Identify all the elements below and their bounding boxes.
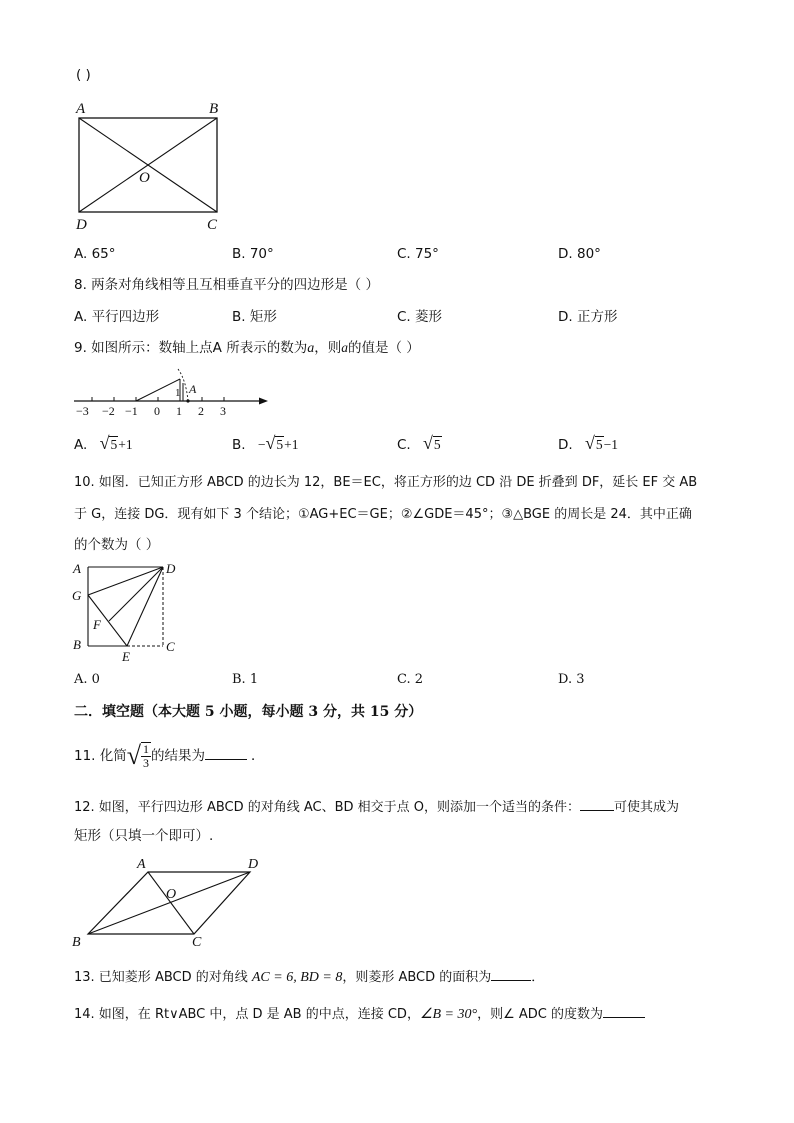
fraction-denominator: 3	[143, 756, 150, 770]
label-A: A	[73, 561, 81, 576]
q14-angle: ∠B = 30°	[419, 1007, 478, 1022]
q13-pre: 13. 已知菱形 ABCD 的对角线	[74, 970, 252, 985]
q9-option-c[interactable]: C. √5	[397, 433, 441, 453]
tick-label: 1	[176, 404, 182, 418]
label-A: A	[189, 382, 197, 396]
q14-mid: ，则∠ ADC 的度数为	[477, 1007, 604, 1022]
label-D: D	[166, 561, 176, 576]
q10-option-d[interactable]: D. 3	[558, 672, 585, 687]
q13-condition: AC = 6, BD = 8	[251, 970, 343, 985]
label-B: B	[72, 935, 81, 950]
option-prefix: −	[257, 437, 266, 452]
q9-var-2: a	[341, 340, 348, 355]
q9-option-d[interactable]: D. √5−1	[558, 433, 618, 453]
q9-stem-c: 的值是（ ）	[347, 340, 420, 356]
q14-pre: 14. 如图，在 Rt∨ABC 中，点 D 是 AB 的中点，连接 CD，	[74, 1007, 420, 1022]
q9-stem-a: 9. 如图所示：数轴上点A 所表示的数为	[74, 340, 308, 356]
label-D: D	[76, 217, 87, 233]
q12-line1b: 可使其成为	[614, 800, 680, 815]
tick-label: 1	[175, 387, 181, 399]
label-B: B	[73, 637, 81, 652]
answer-blank[interactable]	[580, 796, 614, 811]
q13-tail: ．	[531, 970, 545, 985]
q9-var-1: a	[307, 341, 315, 356]
option-tail: −1	[603, 437, 618, 452]
q9-option-a[interactable]: A. √5+1	[74, 433, 133, 453]
q11-post: 的结果为	[151, 748, 206, 764]
label-B: B	[209, 101, 219, 117]
q7-option-c[interactable]: C. 75°	[397, 246, 439, 262]
radicand: 5	[110, 437, 118, 452]
option-label: C.	[397, 437, 411, 453]
answer-blank[interactable]	[491, 966, 531, 981]
label-D: D	[248, 857, 259, 872]
q8-option-d[interactable]: D. 正方形	[558, 309, 618, 325]
option-tail: +1	[118, 437, 133, 452]
radicand: 5	[433, 437, 441, 452]
q12-line1	[74, 796, 679, 817]
tick-label: 2	[198, 404, 204, 418]
q13-stem	[74, 966, 544, 987]
tick-label: −2	[102, 404, 115, 418]
answer-blank[interactable]	[205, 745, 247, 760]
q7-rectangle-figure	[70, 98, 240, 233]
label-C: C	[166, 639, 175, 654]
q10-option-b[interactable]: B. 1	[232, 672, 259, 687]
q10-fold-square-figure	[70, 558, 190, 668]
option-tail: +1	[284, 437, 299, 452]
q10-option-c[interactable]: C. 2	[397, 672, 424, 687]
q8-option-b[interactable]: B. 矩形	[232, 309, 277, 325]
q7-option-a[interactable]: A. 65°	[74, 246, 116, 262]
q9-number-line-figure	[70, 364, 275, 422]
label-G: G	[72, 588, 82, 603]
label-A: A	[76, 101, 86, 117]
q8-option-a[interactable]: A. 平行四边形	[74, 309, 160, 325]
label-C: C	[192, 935, 202, 950]
q12-line2: 矩形（只填一个即可）.	[74, 828, 214, 844]
tick-label: 0	[154, 404, 160, 418]
q11-tail: ．	[251, 748, 265, 764]
label-A: A	[137, 857, 146, 872]
q9-stem	[74, 339, 420, 358]
q7-option-b[interactable]: B. 70°	[232, 246, 274, 262]
radicand: 5	[276, 437, 284, 452]
q11-pre: 11. 化简	[74, 748, 127, 764]
answer-blank[interactable]	[603, 1003, 645, 1018]
tick-label: 3	[220, 404, 226, 418]
tick-label: −3	[76, 404, 89, 418]
q10-line3: 的个数为（ ）	[74, 537, 160, 553]
option-label: B.	[232, 437, 246, 453]
q12-line1a: 12. 如图，平行四边形 ABCD 的对角线 AC、BD 相交于点 O，则添加一个适当的条件：	[74, 800, 581, 815]
q8-stem: 8. 两条对角线相等且互相垂直平分的四边形是（ ）	[74, 277, 379, 293]
radicand: 5	[595, 437, 603, 452]
label-O: O	[166, 887, 177, 902]
q13-mid: ，则菱形 ABCD 的面积为	[342, 970, 492, 985]
q7-option-d[interactable]: D. 80°	[558, 246, 601, 262]
q12-parallelogram-figure	[70, 852, 270, 952]
q10-line2: 于 G，连接 DG．现有如下 3 个结论；①AG+EC＝GE；②∠GDE＝45°；③△BGE 的周长是 24．其中正确	[74, 507, 692, 522]
option-label: D.	[558, 437, 573, 453]
q7-paren: ( )	[76, 67, 91, 83]
q8-option-c[interactable]: C. 菱形	[397, 309, 443, 325]
section-heading: 二．填空题（本大题 5 小题，每小题 3 分，共 15 分）	[74, 704, 423, 720]
q10-option-a[interactable]: A. 0	[74, 672, 100, 687]
label-O: O	[139, 170, 150, 186]
option-label: A.	[74, 437, 88, 453]
q9-option-b[interactable]: B. −√5+1	[232, 433, 299, 453]
tick-label: −1	[125, 404, 138, 418]
fraction-numerator: 1	[143, 742, 150, 756]
q9-stem-b: ，则	[314, 340, 342, 356]
q14-stem	[74, 1003, 645, 1024]
label-F: F	[93, 617, 101, 632]
label-E: E	[122, 649, 130, 664]
label-C: C	[207, 217, 218, 233]
q11-stem: 11. 化简√ $\frac{1}{3}$ 的结果为 ．	[74, 741, 265, 770]
q10-line1: 10. 如图．已知正方形 ABCD 的边长为 12，BE＝EC，将正方形的边 CD 沿 DE 折叠到 DF，延长 EF 交 AB	[74, 475, 698, 490]
